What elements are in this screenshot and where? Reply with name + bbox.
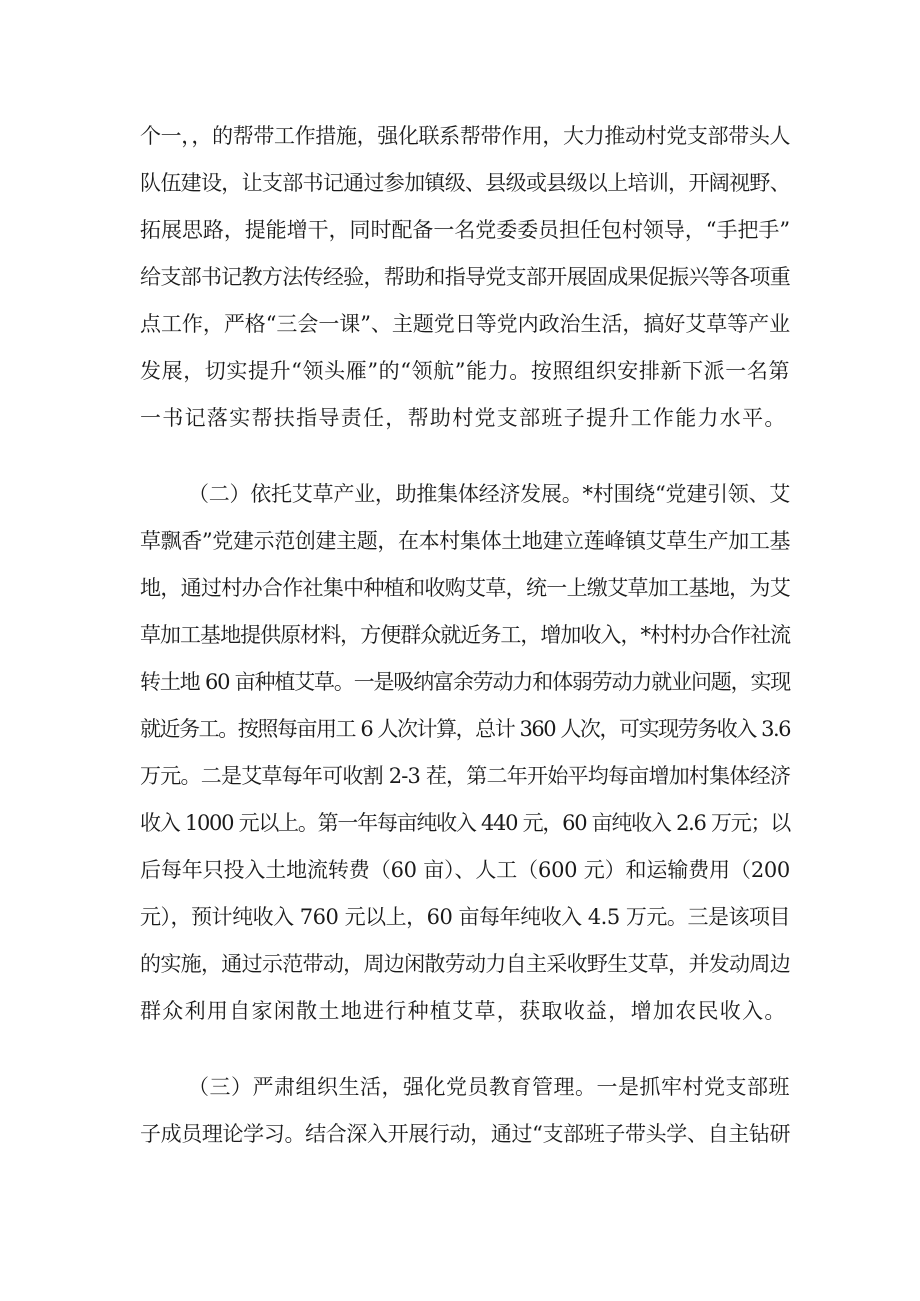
paragraph-2-line-5: 转土地 60 亩种植艾草。一是吸纳富余劳动力和体弱劳动力就业问题，实现: [140, 670, 790, 694]
paragraph-1-line-4: 给支部书记教方法传经验，帮助和指导党支部开展固成果促振兴等各项重: [140, 265, 790, 289]
paragraph-2-line-8: 收入 1000 元以上。第一年每亩纯收入 440 元，60 亩纯收入 2.6 万元；以: [140, 811, 790, 835]
paragraph-2-line-9: 后每年只投入土地流转费（60 亩）、人工（600 元）和运输费用（200: [140, 858, 790, 882]
paragraph-2-line-2: 草飘香”党建示范创建主题，在本村集体土地建立莲峰镇艾草生产加工基: [140, 529, 790, 553]
paragraph-2-line-11: 的实施，通过示范带动，周边闲散劳动力自主采收野生艾草，并发动周边: [140, 952, 790, 976]
paragraph-2-line-6: 就近务工。按照每亩用工 6 人次计算，总计 360 人次，可实现劳务收入 3.6: [140, 717, 790, 741]
paragraph-1-line-3: 拓展思路，提能增干，同时配备一名党委委员担任包村领导，“手把手”: [140, 218, 790, 242]
paragraph-2-line-12: 群众利用自家闲散土地进行种植艾草，获取收益，增加农民收入。: [140, 999, 787, 1023]
paragraph-1-line-1: 个一，，的帮带工作措施，强化联系帮带作用，大力推动村党支部带头人: [140, 124, 790, 148]
paragraph-2-line-3: 地，通过村办合作社集中种植和收购艾草，统一上缴艾草加工基地，为艾: [140, 576, 790, 600]
paragraph-1-line-5: 点工作，严格“三会一课”、主题党日等党内政治生活，搞好艾草等产业: [140, 312, 790, 336]
paragraph-3-heading-line: （三）严肃组织生活，强化党员教育管理。一是抓牢村党支部班: [188, 1075, 790, 1099]
paragraph-2-heading-line: （二）依托艾草产业，助推集体经济发展。*村围绕“党建引领、艾: [188, 482, 790, 506]
paragraph-2-line-4: 草加工基地提供原材料，方便群众就近务工，增加收入，*村村办合作社流: [140, 623, 790, 647]
paragraph-1-line-7: 一书记落实帮扶指导责任，帮助村党支部班子提升工作能力水平。: [140, 406, 787, 430]
paragraph-2-line-10: 元），预计纯收入 760 元以上，60 亩每年纯收入 4.5 万元。三是该项目: [140, 905, 790, 929]
paragraph-3-line-2: 子成员理论学习。结合深入开展行动，通过“支部班子带头学、自主钻研: [140, 1122, 790, 1146]
paragraph-1-line-6: 发展，切实提升“领头雁”的“领航”能力。按照组织安排新下派一名第: [140, 359, 790, 383]
paragraph-2-line-7: 万元。二是艾草每年可收割 2-3 茬，第二年开始平均每亩增加村集体经济: [140, 764, 790, 788]
paragraph-1-line-2: 队伍建设，让支部书记通过参加镇级、县级或县级以上培训，开阔视野、: [140, 171, 790, 195]
